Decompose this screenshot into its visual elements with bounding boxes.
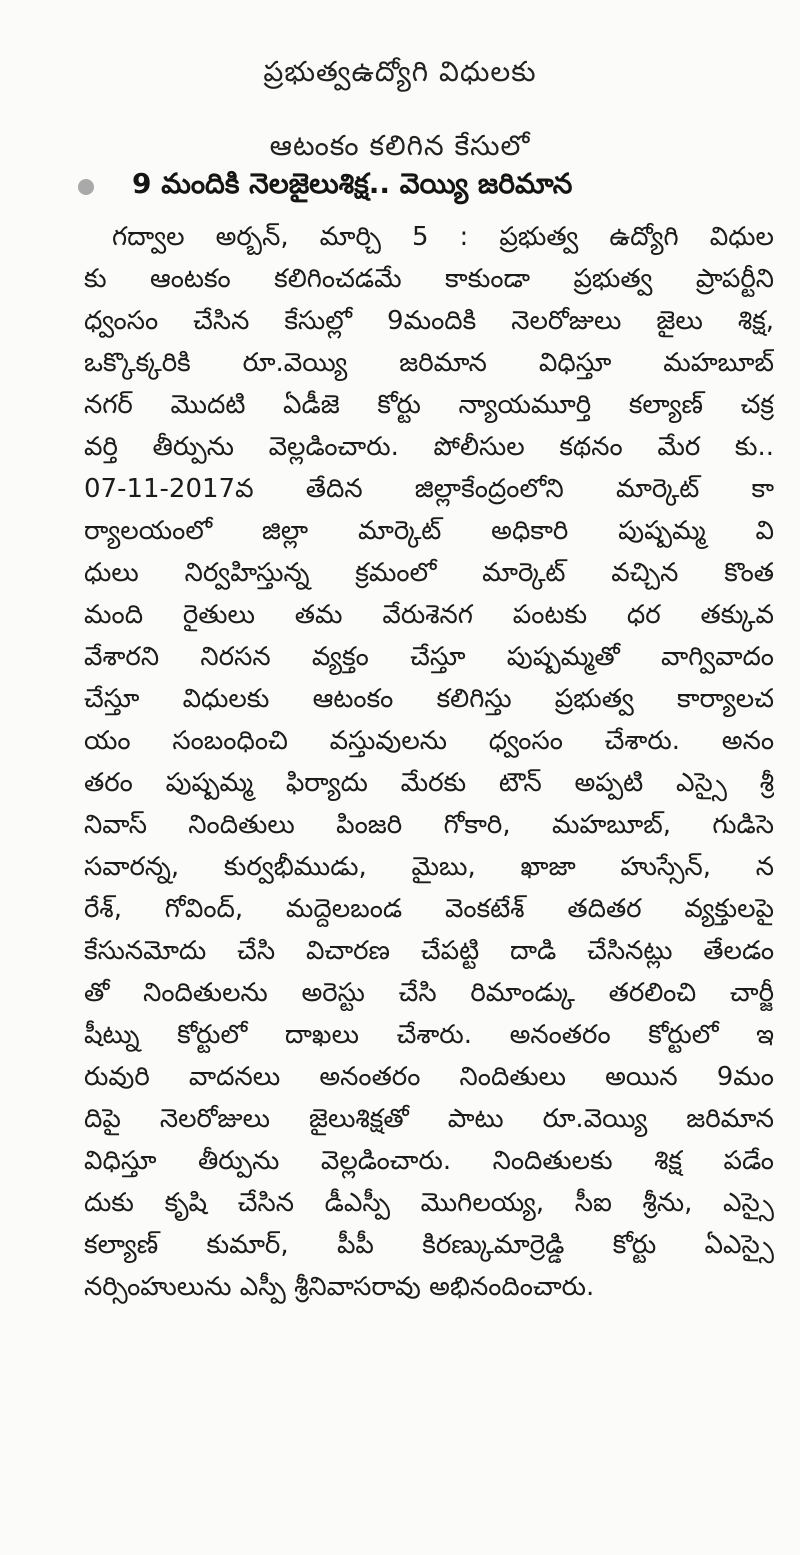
article-body-line: రేశ్, గోవింద్, మద్దెలబండ వెంకటేశ్ తదితర వ్యక్తులపై — [84, 894, 774, 924]
article-body-line: మంది రైతులు తమ వేరుశెనగ పంటకు ధర తక్కువ — [84, 600, 774, 630]
article-body-line: 07-11-2017వ తేదిన జిల్లాకేంద్రంలోని మార్కెట్ కా — [84, 474, 774, 504]
article-body-line: దిపై నెలరోజులు జైలుశిక్షతో పాటు రూ.వెయ్యి జరిమాన — [84, 1104, 774, 1134]
headline-line-2: ఆటంకం కలిగిన కేసులో — [269, 129, 531, 163]
article-body-line: నివాస్ నిందితులు పింజరి గోకారి, మహబూబ్, గుడిసె — [84, 810, 774, 840]
article-body-line: విధిస్తూ తీర్పును వెల్లడించారు. నిందితులకు శిక్ష పడేం — [84, 1146, 774, 1176]
article-body-line: వర్తి తీర్పును వెల్లడించారు. పోలీసుల కథనం మేర కు.. — [84, 432, 774, 462]
article-body-line: కు ఆంటకం కలిగించడమే కాకుండా ప్రభుత్వ ప్రాపర్టీని — [84, 264, 774, 294]
headline — [0, 35, 800, 183]
article-body-line: నర్సింహులును ఎస్పీ శ్రీనివాసరావు అభినందించారు. — [84, 1272, 595, 1302]
article-body-line: యం సంబంధించి వస్తువులను ధ్వంసం చేశారు. అనం — [84, 726, 774, 756]
article-body-line: ధ్వంసం చేసిన కేసుల్లో 9మందికి నెలరోజులు జైలు శిక్ష, — [84, 306, 774, 336]
article-body-line: తో నిందితులను అరెస్టు చేసి రిమాండ్కు తరలించి చార్జీ — [84, 978, 774, 1008]
article-body-line: కల్యాణ్ కుమార్, పీపీ కిరణ్కుమార్రెడ్డి కోర్టు ఏఎస్సై — [84, 1230, 774, 1260]
subheadline-text: 9 మందికి నెలజైలుశిక్ష.. వెయ్యి జరిమాన — [132, 167, 573, 200]
article-body-line: ధులు నిర్వహిస్తున్న క్రమంలో మార్కెట్ వచ్చిన కొంత — [84, 558, 774, 588]
article-body-line: గద్వాల అర్బన్, మార్చి 5 : ప్రభుత్వ ఉద్యోగి విధుల — [112, 222, 774, 252]
article-body-line: షీట్ను కోర్టులో దాఖలు చేశారు. అనంతరం కోర్టులో ఇ — [84, 1020, 774, 1050]
article-body-line: వేశారని నిరసన వ్యక్తం చేస్తూ పుష్పమ్మతో వాగ్వివాదం — [84, 642, 774, 672]
article-body-line: ర్యాలయంలో జిల్లా మార్కెట్ అధికారి పుష్పమ్మ వి — [84, 516, 774, 546]
article-body-line: ఒక్కొక్కరికి రూ.వెయ్యి జరిమాన విధిస్తూ మహబూబ్ — [84, 348, 774, 378]
article-body-line: దుకు కృషి చేసిన డీఎస్పీ మొగిలయ్య, సీఐ శ్రీను, ఎస్సై — [84, 1188, 774, 1218]
bullet-icon — [78, 179, 94, 195]
article-body-line: తరం పుష్పమ్మ ఫిర్యాదు మేరకు టౌన్ అప్పటి ఎస్సై శ్రీ — [84, 768, 774, 798]
article-body-line: రువురి వాదనలు అనంతరం నిందితులు అయిన 9మం — [84, 1062, 774, 1092]
article-body-line: కేసునమోదు చేసి విచారణ చేపట్టి దాడి చేసినట్లు తేలడం — [84, 936, 774, 966]
article-body-line: చేస్తూ విధులకు ఆటంకం కలిగిస్తు ప్రభుత్వ కార్యాలచ — [84, 684, 774, 714]
article-body — [84, 216, 774, 1308]
article-body-line: సవారన్న, కుర్వభీముడు, మైబు, ఖాజా హుస్సేన్, న — [84, 852, 774, 882]
subheadline — [78, 165, 778, 209]
article-body-line: నగర్ మొదటి ఏడీజె కోర్టు న్యాయమూర్తి కల్యాణ్ చక్ర — [84, 390, 774, 420]
headline-line-1: ప్రభుత్వఉద్యోగి విధులకు — [263, 55, 537, 89]
